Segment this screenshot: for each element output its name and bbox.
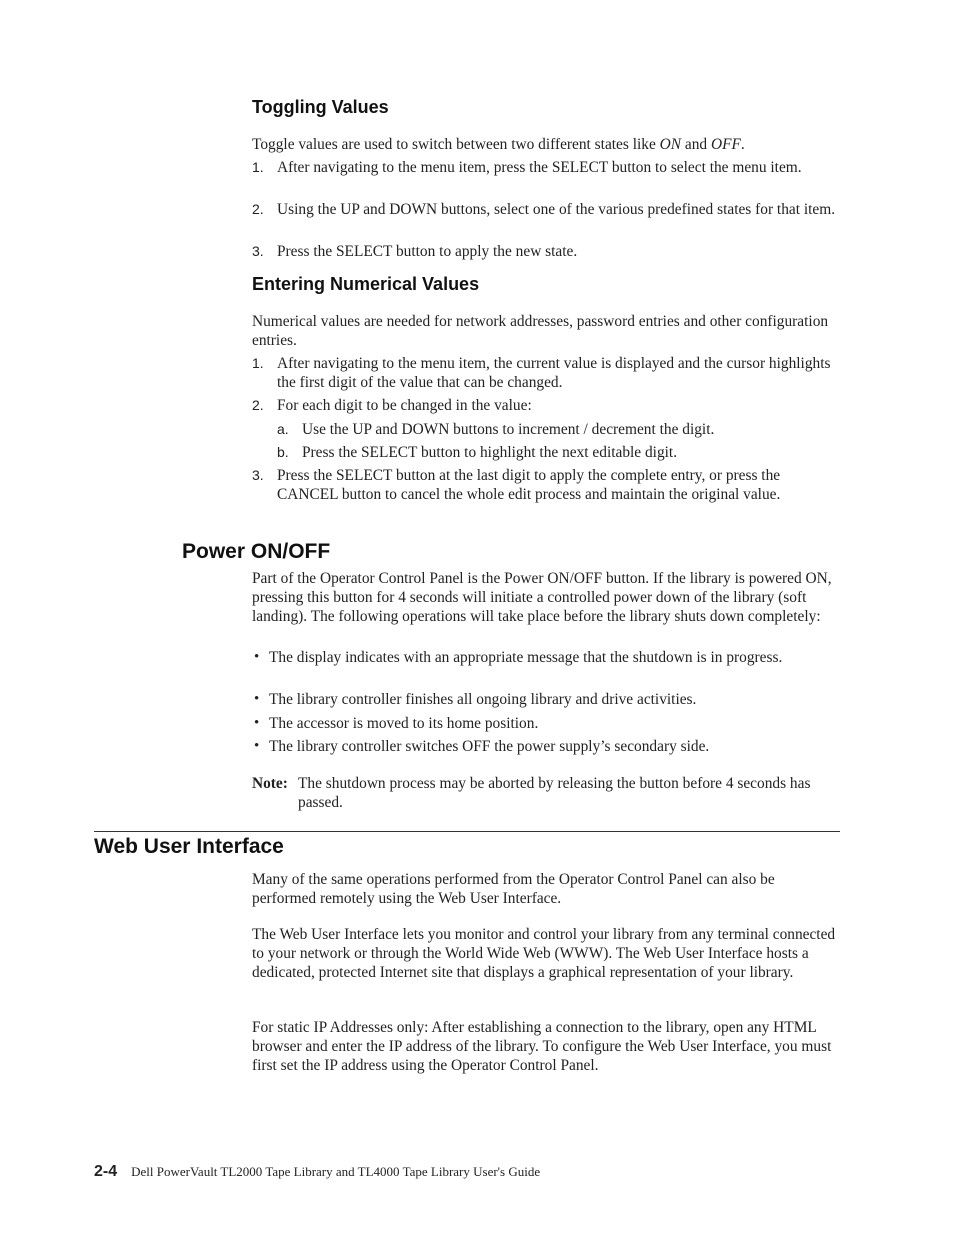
web-paragraph: The Web User Interface lets you monitor and control your library from any terminal connected to your network or through the World Wide Web (WWW). The Web User Interface hosts a dedicated, protected Internet site that displays a graphical representation of your library. [252, 926, 836, 981]
bullet-text: The library controller switches OFF the power supply’s secondary side. [269, 738, 710, 755]
numerical-step [252, 466, 842, 504]
substep-text: Use the UP and DOWN buttons to increment / decrement the digit. [302, 421, 715, 438]
substep-text: Press the SELECT button to highlight the next editable digit. [302, 444, 678, 461]
toggling-step [252, 200, 842, 219]
power-intro: Part of the Operator Control Panel is the Power ON/OFF button. If the library is powered ON, pressing this button for 4 seconds will initiate a controlled power down of the library (soft landing). The following operations will take place before the library shuts down completely: [252, 570, 832, 625]
power-bullet-item [252, 737, 842, 756]
toggling-step [252, 158, 842, 177]
web-paragraph: For static IP Addresses only: After establishing a connection to the library, open any HTML browser and enter the IP address of the library. To configure the Web User Interface, you must first set the IP address using the Operator Control Panel. [252, 1019, 832, 1074]
step-number: 2. [252, 397, 264, 413]
bullet-text: The display indicates with an appropriate message that the shutdown is in progress. [269, 649, 783, 666]
page-footer [94, 1163, 540, 1181]
bullet-text: The accessor is moved to its home position. [269, 715, 539, 732]
section-heading-numerical-values: Entering Numerical Values [252, 274, 480, 294]
bullet-icon: • [254, 738, 260, 754]
bullet-text: The library controller finishes all ongoing library and drive activities. [269, 691, 697, 708]
toggling-intro: Toggle values are used to switch between two different states like ON and OFF. [252, 136, 745, 153]
step-text: After navigating to the menu item, press the SELECT button to select the menu item. [277, 159, 802, 176]
power-bullet-item [252, 648, 842, 667]
step-number: 1. [252, 355, 264, 371]
bullet-icon: • [254, 691, 260, 707]
toggling-step [252, 242, 842, 261]
numerical-intro: Numerical values are needed for network addresses, password entries and other configuration entries. [252, 313, 829, 349]
numerical-step [252, 354, 842, 392]
numerical-substep [277, 443, 842, 462]
step-number: 3. [252, 243, 264, 259]
step-number: 1. [252, 159, 264, 175]
substep-letter: b. [277, 444, 289, 460]
step-text: Press the SELECT button to apply the new state. [277, 243, 578, 260]
step-text: For each digit to be changed in the value: [277, 397, 532, 414]
note-label: Note: [252, 775, 288, 792]
step-text: After navigating to the menu item, the current value is displayed and the cursor highlights the first digit of the value that can be changed. [277, 355, 831, 391]
page-number: 2-4 [94, 1163, 118, 1180]
substep-letter: a. [277, 421, 289, 437]
numerical-step [252, 396, 842, 415]
step-number: 2. [252, 201, 264, 217]
power-bullet-item [252, 690, 842, 709]
power-note [252, 774, 842, 812]
section-divider [94, 831, 840, 832]
numerical-substep [277, 420, 842, 439]
power-bullet-item [252, 714, 842, 733]
note-text: The shutdown process may be aborted by releasing the button before 4 seconds has passed. [298, 775, 811, 811]
bullet-icon: • [254, 715, 260, 731]
document-title: Dell PowerVault TL2000 Tape Library and TL4000 Tape Library User's Guide [131, 1164, 541, 1179]
bullet-icon: • [254, 649, 260, 665]
section-heading-toggling-values: Toggling Values [252, 97, 389, 117]
web-paragraph: Many of the same operations performed from the Operator Control Panel can also be performed remotely using the Web User Interface. [252, 871, 775, 907]
section-heading-power-on-off: Power ON/OFF [182, 540, 331, 563]
section-heading-web-user-interface: Web User Interface [94, 835, 284, 858]
step-text: Press the SELECT button at the last digit to apply the complete entry, or press the CANCEL button to cancel the whole edit process and maintain the original value. [277, 467, 781, 503]
step-text: Using the UP and DOWN buttons, select one of the various predefined states for that item. [277, 201, 836, 218]
step-number: 3. [252, 467, 264, 483]
